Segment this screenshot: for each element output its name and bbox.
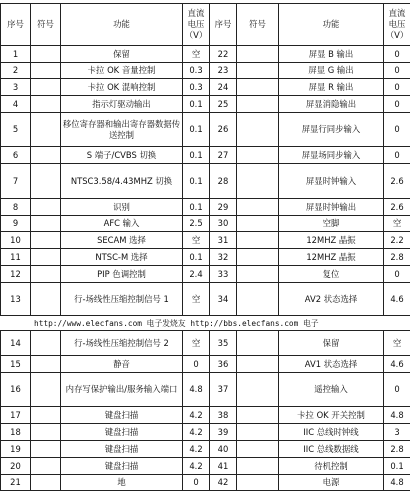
table-row [1,249,410,266]
table-row [1,96,410,113]
function-cell: 屏显时钟输入 [279,164,384,199]
function-cell: S 端子/CVBS 切换 [61,147,183,164]
pin-number-cell: 9 [1,216,31,232]
voltage-cell: 空 [384,216,410,232]
pin-number-cell: 7 [1,164,31,199]
table-row [1,164,410,199]
pin-number-cell: 18 [1,424,31,441]
voltage-cell: 3 [384,424,410,441]
pin-number-cell: 25 [210,96,237,113]
symbol-cell [237,216,279,232]
pin-number-cell: 34 [210,283,237,316]
table-row [1,113,410,147]
symbol-cell [237,199,279,216]
pin-number-cell: 29 [210,199,237,216]
function-cell: IIC 总线数据线 [279,441,384,458]
function-cell: PIP 色调控制 [61,266,183,283]
voltage-cell: 0 [384,79,410,96]
symbol-cell [237,458,279,475]
header-pin-no: 序号 [1,4,31,46]
function-cell: 移位寄存器和输出寄存器数据传送控制 [61,113,183,147]
voltage-cell: 4.8 [384,475,410,491]
symbol-cell [237,249,279,266]
pin-number-cell: 6 [1,147,31,164]
function-cell: 空脚 [279,216,384,232]
voltage-cell: 空 [183,232,210,249]
voltage-cell: 4.2 [183,407,210,424]
header-voltage: 直流电压（V） [183,4,210,46]
pin-number-cell: 19 [1,441,31,458]
voltage-cell: 4.6 [384,283,410,316]
pin-number-cell: 31 [210,232,237,249]
pin-number-cell: 13 [1,283,31,316]
symbol-cell [31,63,61,79]
table-row [1,356,410,373]
voltage-cell: 2.8 [384,249,410,266]
function-cell: 键盘扫描 [61,458,183,475]
symbol-cell [237,266,279,283]
symbol-cell [237,441,279,458]
pin-table-bottom [0,330,410,491]
header-symbol: 符号 [31,4,61,46]
symbol-cell [237,63,279,79]
function-cell: AFC 输入 [61,216,183,232]
voltage-cell: 0.1 [183,113,210,147]
pin-number-cell: 41 [210,458,237,475]
voltage-cell: 0.1 [183,199,210,216]
voltage-cell: 0 [183,356,210,373]
voltage-cell: 0 [384,266,410,283]
symbol-cell [237,424,279,441]
function-cell: 屏显行同步输入 [279,113,384,147]
symbol-cell [31,373,61,407]
watermark-text: http://www.elecfans.com 电子发烧友 http://bbs.elecfans.com 电子 [34,318,410,329]
pin-number-cell: 37 [210,373,237,407]
voltage-cell: 4.6 [384,356,410,373]
symbol-cell [31,266,61,283]
function-cell: 指示灯驱动输出 [61,96,183,113]
function-cell: 卡拉 OK 音量控制 [61,63,183,79]
pin-number-cell: 5 [1,113,31,147]
voltage-cell: 0.1 [183,96,210,113]
voltage-cell: 0 [183,475,210,491]
voltage-cell: 0.1 [183,164,210,199]
function-cell: 待机控制 [279,458,384,475]
symbol-cell [31,232,61,249]
voltage-cell: 空 [183,283,210,316]
header-function: 功能 [61,4,183,46]
symbol-cell [31,441,61,458]
symbol-cell [31,283,61,316]
voltage-cell: 2.5 [183,216,210,232]
function-cell: NTSC3.58/4.43MHZ 切换 [61,164,183,199]
pin-number-cell: 3 [1,79,31,96]
function-cell: 屏显 G 输出 [279,63,384,79]
symbol-cell [31,147,61,164]
pin-number-cell: 26 [210,113,237,147]
pin-number-cell: 35 [210,331,237,356]
table-row [1,79,410,96]
function-cell: 保留 [61,46,183,63]
function-cell: SECAM 选择 [61,232,183,249]
table-row [1,407,410,424]
pin-number-cell: 28 [210,164,237,199]
symbol-cell [237,331,279,356]
symbol-cell [31,249,61,266]
function-cell: NTSC-M 选择 [61,249,183,266]
symbol-cell [237,373,279,407]
symbol-cell [31,475,61,491]
voltage-cell: 0.3 [183,63,210,79]
voltage-cell: 0.1 [384,458,410,475]
pin-number-cell: 8 [1,199,31,216]
voltage-cell: 4.2 [183,441,210,458]
table-row [1,266,410,283]
symbol-cell [31,79,61,96]
header-pin-no: 序号 [210,4,237,46]
voltage-cell: 2.8 [384,441,410,458]
function-cell: 12MHZ 晶振 [279,232,384,249]
function-cell: 屏显场同步输入 [279,147,384,164]
table-row [1,63,410,79]
header-symbol: 符号 [237,4,279,46]
symbol-cell [237,283,279,316]
symbol-cell [237,232,279,249]
function-cell: 识别 [61,199,183,216]
pin-number-cell: 23 [210,63,237,79]
voltage-cell: 0 [384,113,410,147]
pin-number-cell: 36 [210,356,237,373]
symbol-cell [31,331,61,356]
function-cell: AV2 状态选择 [279,283,384,316]
function-cell: 12MHZ 晶振 [279,249,384,266]
function-cell: 内存写保护输出/服务输入端口 [61,373,183,407]
pin-number-cell: 32 [210,249,237,266]
symbol-cell [31,424,61,441]
pin-number-cell: 2 [1,63,31,79]
pin-number-cell: 33 [210,266,237,283]
symbol-cell [31,356,61,373]
table-row [1,147,410,164]
voltage-cell: 0.1 [183,147,210,164]
voltage-cell: 空 [183,46,210,63]
function-cell: 键盘扫描 [61,424,183,441]
pin-number-cell: 12 [1,266,31,283]
voltage-cell: 0 [384,147,410,164]
function-cell: 行-场线性压缩控制信号 2 [61,331,183,356]
voltage-cell: 2.6 [384,199,410,216]
symbol-cell [237,475,279,491]
symbol-cell [31,46,61,63]
table-row [1,199,410,216]
voltage-cell: 空 [183,331,210,356]
symbol-cell [237,79,279,96]
voltage-cell: 2.2 [384,232,410,249]
voltage-cell: 0.1 [183,249,210,266]
voltage-cell: 空 [384,331,410,356]
pin-number-cell: 4 [1,96,31,113]
pin-number-cell: 10 [1,232,31,249]
table-row [1,373,410,407]
voltage-cell: 2.6 [384,164,410,199]
pin-number-cell: 22 [210,46,237,63]
symbol-cell [237,407,279,424]
function-cell: 键盘扫描 [61,407,183,424]
symbol-cell [31,199,61,216]
pin-number-cell: 42 [210,475,237,491]
symbol-cell [31,407,61,424]
function-cell: 遥控输入 [279,373,384,407]
pin-number-cell: 27 [210,147,237,164]
symbol-cell [237,147,279,164]
function-cell: 卡拉 OK 混响控制 [61,79,183,96]
voltage-cell: 0 [384,63,410,79]
pin-number-cell: 15 [1,356,31,373]
pin-number-cell: 24 [210,79,237,96]
symbol-cell [237,356,279,373]
pin-number-cell: 30 [210,216,237,232]
function-cell: AV1 状态选择 [279,356,384,373]
voltage-cell: 0 [384,46,410,63]
header-function: 功能 [279,4,384,46]
pin-number-cell: 38 [210,407,237,424]
pin-number-cell: 17 [1,407,31,424]
table-row [1,232,410,249]
symbol-cell [31,216,61,232]
voltage-cell: 4.2 [183,458,210,475]
table-header-row [1,4,410,46]
symbol-cell [237,113,279,147]
table-row [1,216,410,232]
table-row [1,475,410,491]
pin-number-cell: 14 [1,331,31,356]
table-row [1,46,410,63]
pin-table-top [0,3,410,316]
table-row [1,331,410,356]
pin-number-cell: 20 [1,458,31,475]
voltage-cell: 4.2 [183,424,210,441]
table-row [1,441,410,458]
function-cell: 保留 [279,331,384,356]
symbol-cell [237,46,279,63]
function-cell: 键盘扫描 [61,441,183,458]
function-cell: 复位 [279,266,384,283]
header-voltage: 直流电压（V） [384,4,410,46]
function-cell: 屏显消隐输出 [279,96,384,113]
pin-number-cell: 40 [210,441,237,458]
function-cell: 电源 [279,475,384,491]
voltage-cell: 0.3 [183,79,210,96]
function-cell: 屏显 R 输出 [279,79,384,96]
voltage-cell: 0 [384,96,410,113]
symbol-cell [237,164,279,199]
pin-number-cell: 16 [1,373,31,407]
function-cell: 地 [61,475,183,491]
function-cell: IIC 总线时钟线 [279,424,384,441]
table-row [1,458,410,475]
function-cell: 卡拉 OK 开关控制 [279,407,384,424]
table-row [1,424,410,441]
symbol-cell [31,96,61,113]
function-cell: 静音 [61,356,183,373]
symbol-cell [237,96,279,113]
table-body-top [1,46,410,316]
function-cell: 行-场线性压缩控制信号 1 [61,283,183,316]
table-row [1,283,410,316]
voltage-cell: 0 [384,373,410,407]
pin-number-cell: 11 [1,249,31,266]
pin-number-cell: 21 [1,475,31,491]
voltage-cell: 4.8 [183,373,210,407]
voltage-cell: 2.4 [183,266,210,283]
symbol-cell [31,164,61,199]
pin-number-cell: 39 [210,424,237,441]
table-body-bottom [1,331,410,491]
function-cell: 屏显时钟输出 [279,199,384,216]
pin-number-cell: 1 [1,46,31,63]
symbol-cell [31,113,61,147]
function-cell: 屏显 B 输出 [279,46,384,63]
symbol-cell [31,458,61,475]
voltage-cell: 4.8 [384,407,410,424]
